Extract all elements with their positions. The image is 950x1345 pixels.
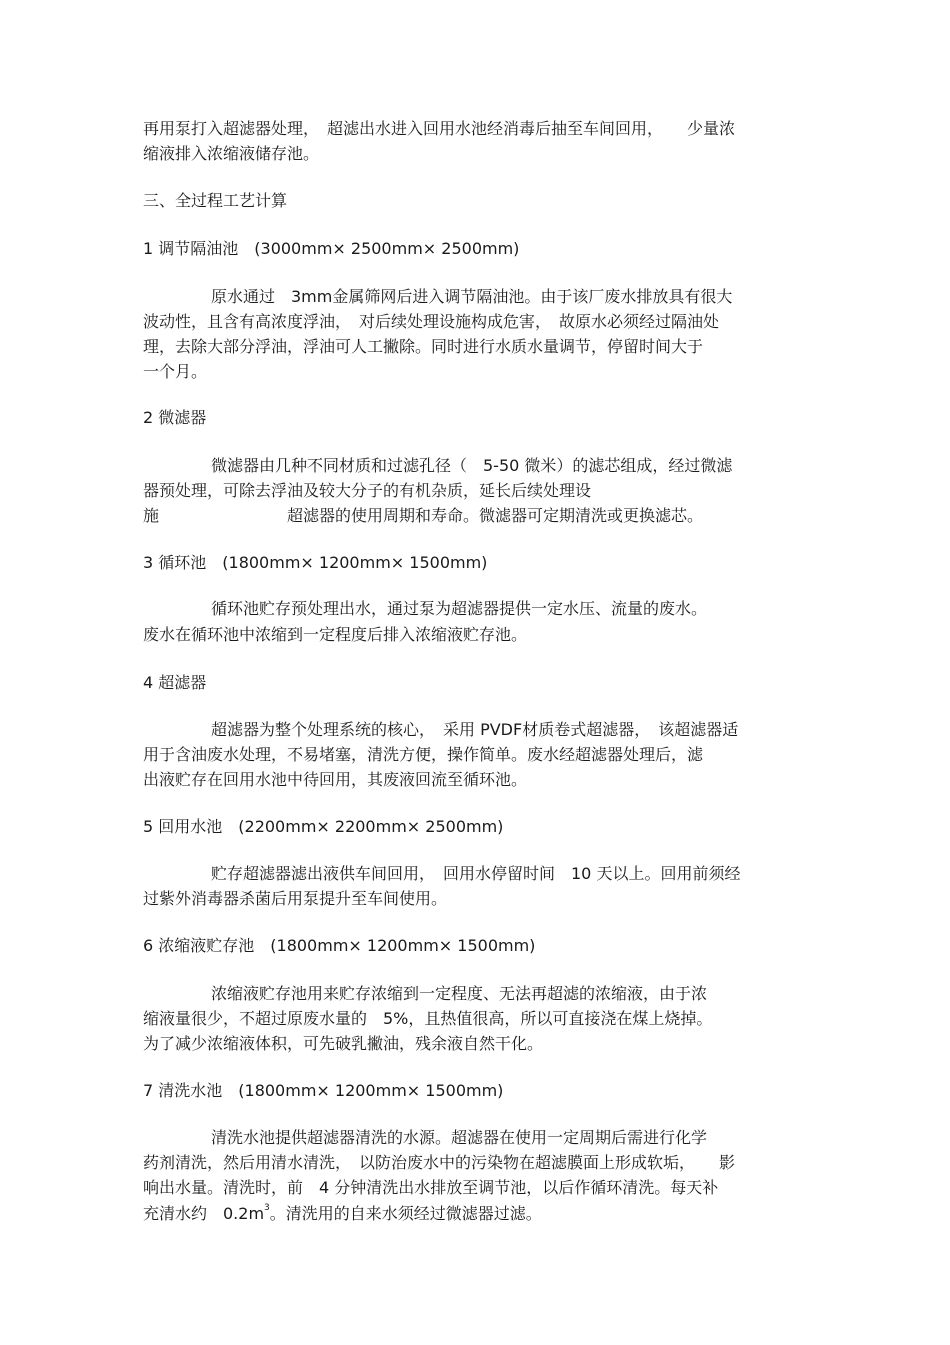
s2-line-2: 器预处理，可除去浮油及较大分子的有机杂质，延长后续处理设 [143, 481, 592, 500]
s6-line-3: 为了减少浓缩液体积，可先破乳撇油，残余液自然干化。 [143, 1034, 544, 1053]
s4-line-2: 用于含油废水处理，不易堵塞，清洗方便，操作简单。废水经超滤器处理后，滤 [143, 745, 704, 764]
s1-line-2: 波动性，且含有高浓度浮油， 对后续处理设施构成危害， 故原水必须经过隔油处 [143, 312, 720, 331]
s5-line-1: 贮存超滤器滤出液供车间回用， 回用水停留时间 10 天以上。回用前须经 [211, 864, 741, 883]
s7-line-4-text-b: 。清洗用的自来水须经过微滤器过滤。 [269, 1204, 542, 1223]
s4-line-3: 出液贮存在回用水池中待回用，其废液回流至循环池。 [143, 770, 528, 789]
s2-line-3: 施 超滤器的使用周期和寿命。微滤器可定期清洗或更换滤芯。 [143, 506, 704, 525]
s7-line-1: 清洗水池提供超滤器清洗的水源。超滤器在使用一定周期后需进行化学 [211, 1128, 708, 1147]
s4-heading: 4 超滤器 [143, 673, 207, 692]
s6-line-2: 缩液量很少，不超过原废水量的 5%，且热值很高，所以可直接浇在煤上烧掉。 [143, 1009, 713, 1028]
s7-line-4 [143, 1203, 542, 1227]
s1-line-1: 原水通过 3mm金属筛网后进入调节隔油池。由于该厂废水排放具有很大 [211, 287, 733, 306]
s5-heading: 5 回用水池 (2200mm× 2200mm× 2500mm) [143, 817, 504, 836]
cubic-superscript: 3 [264, 1203, 270, 1213]
s7-line-3: 响出水量。清洗时，前 4 分钟清洗出水排放至调节池，以后作循环清洗。每天补 [143, 1178, 719, 1197]
s1-heading: 1 调节隔油池 (3000mm× 2500mm× 2500mm) [143, 239, 520, 258]
s3-line-1: 循环池贮存预处理出水，通过泵为超滤器提供一定水压、流量的废水。 [211, 599, 708, 618]
s6-heading: 6 浓缩液贮存池 (1800mm× 1200mm× 1500mm) [143, 936, 536, 955]
s4-line-1: 超滤器为整个处理系统的核心， 采用 PVDF材质卷式超滤器， 该超滤器适 [211, 720, 739, 739]
s7-line-2: 药剂清洗，然后用清水清洗， 以防治废水中的污染物在超滤膜面上形成软垢， 影 [143, 1153, 736, 1172]
s6-line-1: 浓缩液贮存池用来贮存浓缩到一定程度、无法再超滤的浓缩液，由于浓 [211, 984, 708, 1003]
s2-heading: 2 微滤器 [143, 408, 207, 427]
s7-heading: 7 清洗水池 (1800mm× 1200mm× 1500mm) [143, 1081, 504, 1100]
s7-line-4-text-a: 充清水约 0.2m [143, 1204, 265, 1223]
section-title: 三、全过程工艺计算 [143, 191, 288, 210]
s3-line-2: 废水在循环池中浓缩到一定程度后排入浓缩液贮存池。 [143, 625, 528, 644]
intro-line-2: 缩液排入浓缩液储存池。 [143, 144, 320, 163]
s1-line-3: 理，去除大部分浮油，浮油可人工撇除。同时进行水质水量调节，停留时间大于 [143, 337, 704, 356]
s2-line-1: 微滤器由几种不同材质和过滤孔径（ 5-50 微米）的滤芯组成，经过微滤 [211, 456, 733, 475]
s1-line-4: 一个月。 [143, 362, 208, 381]
s3-heading: 3 循环池 (1800mm× 1200mm× 1500mm) [143, 553, 488, 572]
s5-line-2: 过紫外消毒器杀菌后用泵提升至车间使用。 [143, 889, 448, 908]
intro-line-1: 再用泵打入超滤器处理， 超滤出水进入回用水池经消毒后抽至车间回用， 少量浓 [143, 119, 736, 138]
